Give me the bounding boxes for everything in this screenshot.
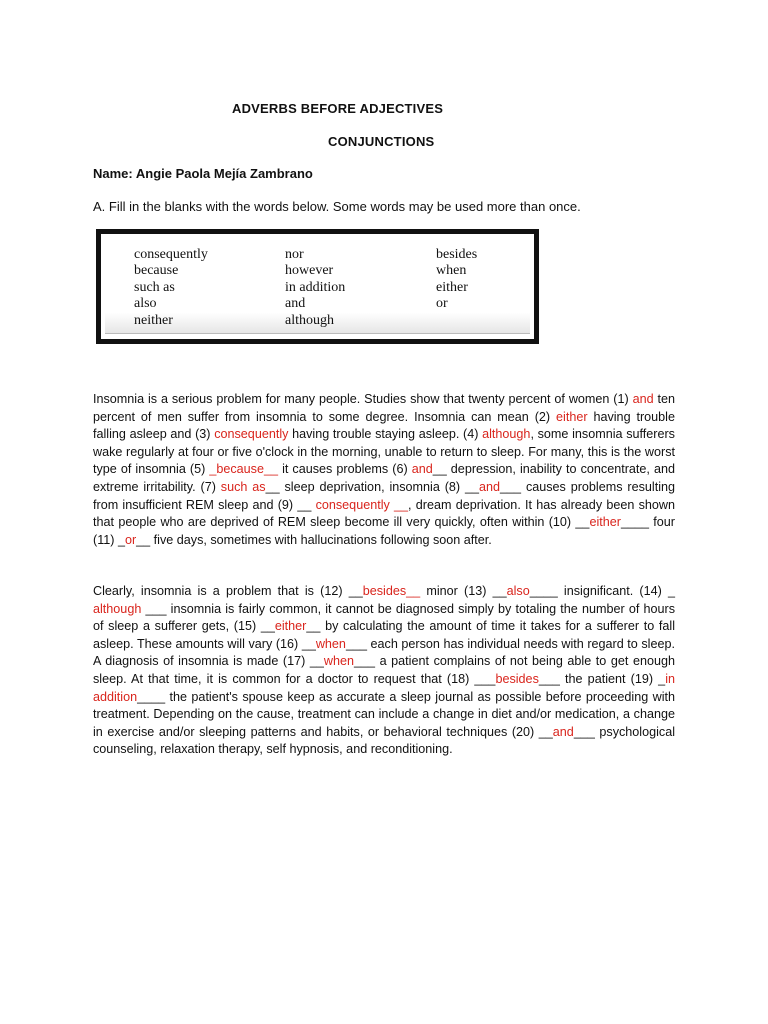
word-bank-word: neither (134, 312, 173, 328)
word-bank-word: however (285, 263, 334, 279)
filled-answer: consequently (214, 427, 289, 442)
paragraph-text: ___ a patient complains of not being able to get enough sleep. At that time, it is common for a doctor to request that (18) ___ (93, 654, 676, 686)
word-bank-word: besides (436, 247, 478, 262)
word-bank-word: either (436, 279, 468, 295)
filled-answer: and (479, 479, 501, 494)
word-bank-word: in addition (285, 279, 346, 295)
filled-answer: besides__ (362, 584, 421, 598)
document-subtitle: CONJUNCTIONS (328, 134, 435, 149)
word-bank-inner (105, 239, 530, 334)
word-bank-word: consequently (134, 247, 208, 262)
paragraph-text: ____ the patient's spouse keep as accurate a sleep journal as possible before proceeding with treatment. Depending on the cause, treatment can include a change in diet and/or medication, a change in exercise and/or sleeping patterns and habits, or behavioral techniques (20) __ (93, 689, 675, 739)
word-bank-column-3 (436, 247, 477, 313)
paragraph-text: ___ each person has individual needs with regard to sleep. A diagnosis of insomnia is made (17) __ (93, 636, 675, 669)
paragraph-text: ___ causes problems resulting from insufficient REM sleep and (9) __ (93, 479, 676, 512)
word-bank-word: nor (285, 247, 304, 262)
filled-answer: and (552, 724, 574, 739)
paragraph-text: having trouble falling asleep and (3) (93, 409, 675, 442)
word-bank-column-1 (134, 247, 208, 329)
word-bank-column-2 (285, 247, 345, 329)
filled-answer: when (323, 654, 354, 669)
paragraph-text: Insomnia is a serious problem for many people. Studies show that twenty percent of women (1) (93, 392, 633, 406)
word-bank-word: such as (134, 279, 175, 295)
paragraph-text: it causes problems (6) (278, 462, 412, 477)
paragraph-text: Clearly, insomnia is a problem that is (12) __ (93, 584, 363, 598)
paragraph-text: ____ four (11) _ (93, 515, 675, 547)
filled-answer: or (124, 532, 137, 547)
filled-answer: either (589, 515, 621, 530)
paragraph-text: ___ psychological counseling, relaxation therapy, self hypnosis, and reconditioning. (93, 724, 675, 757)
word-bank-word: when (436, 263, 467, 279)
word-bank-word: or (436, 296, 448, 312)
exercise-instruction: A. Fill in the blanks with the words below. Some words may be used more than once. (93, 199, 581, 214)
paragraph-text: __ depression, inability to concentrate, and extreme irritability. (7) (93, 462, 675, 494)
filled-answer: when (315, 636, 346, 651)
student-name: Name: Angie Paola Mejía Zambrano (93, 166, 313, 181)
word-bank-word: because (134, 263, 179, 279)
paragraph-text: __ sleep deprivation, insomnia (8) __ (265, 479, 480, 494)
filled-answer: in addition (93, 671, 675, 704)
word-bank-box (96, 229, 539, 344)
filled-answer: and (411, 462, 433, 477)
paragraph-2 (93, 583, 675, 759)
paragraph-text: minor (13) __ (420, 584, 507, 598)
word-bank-word: although (285, 312, 334, 328)
paragraph-text: ___ insomnia is fairly common, it cannot be diagnosed simply by totaling the number of hours of sleep a sufferer gets, (15) __ (93, 601, 675, 634)
filled-answer: besides (495, 671, 539, 686)
filled-answer: either (556, 409, 588, 424)
paragraph-text: ten percent of men suffer from insomnia to some degree. Insomnia can mean (2) (93, 392, 675, 424)
paragraph-text: ___ the patient (19) _ (538, 671, 666, 686)
paragraph-text: ____ insignificant. (14) _ (529, 584, 675, 598)
paragraph-text: , some insomnia sufferers wake regularly at four or five o'clock in the morning, unable to return to sleep. For many, this is the worst type of insomnia (5) (93, 427, 675, 477)
paragraph-1 (93, 391, 675, 549)
filled-answer: either (274, 619, 307, 634)
paragraph-text: having trouble staying asleep. (4) (288, 427, 483, 442)
document-title: ADVERBS BEFORE ADJECTIVES (232, 101, 444, 116)
filled-answer: also (506, 584, 530, 598)
paragraph-text: , dream deprivation. It has already been shown that people who are deprived of REM sleep become ill very quickly, often within (10) __ (93, 497, 675, 530)
filled-answer: and (632, 392, 654, 406)
filled-answer: _because__ (209, 462, 278, 477)
paragraph-text: __ by calculating the amount of time it takes for a sufferer to fall asleep. These amounts will vary (16) __ (93, 619, 676, 651)
paragraph-text: __ five days, sometimes with hallucinations following soon after. (136, 532, 492, 547)
word-bank-word: also (134, 296, 157, 312)
filled-answer: consequently __ (315, 497, 409, 512)
filled-answer: although (482, 427, 531, 442)
filled-answer: although (93, 601, 142, 616)
filled-answer: such as (220, 479, 266, 494)
word-bank-word: and (285, 296, 306, 312)
